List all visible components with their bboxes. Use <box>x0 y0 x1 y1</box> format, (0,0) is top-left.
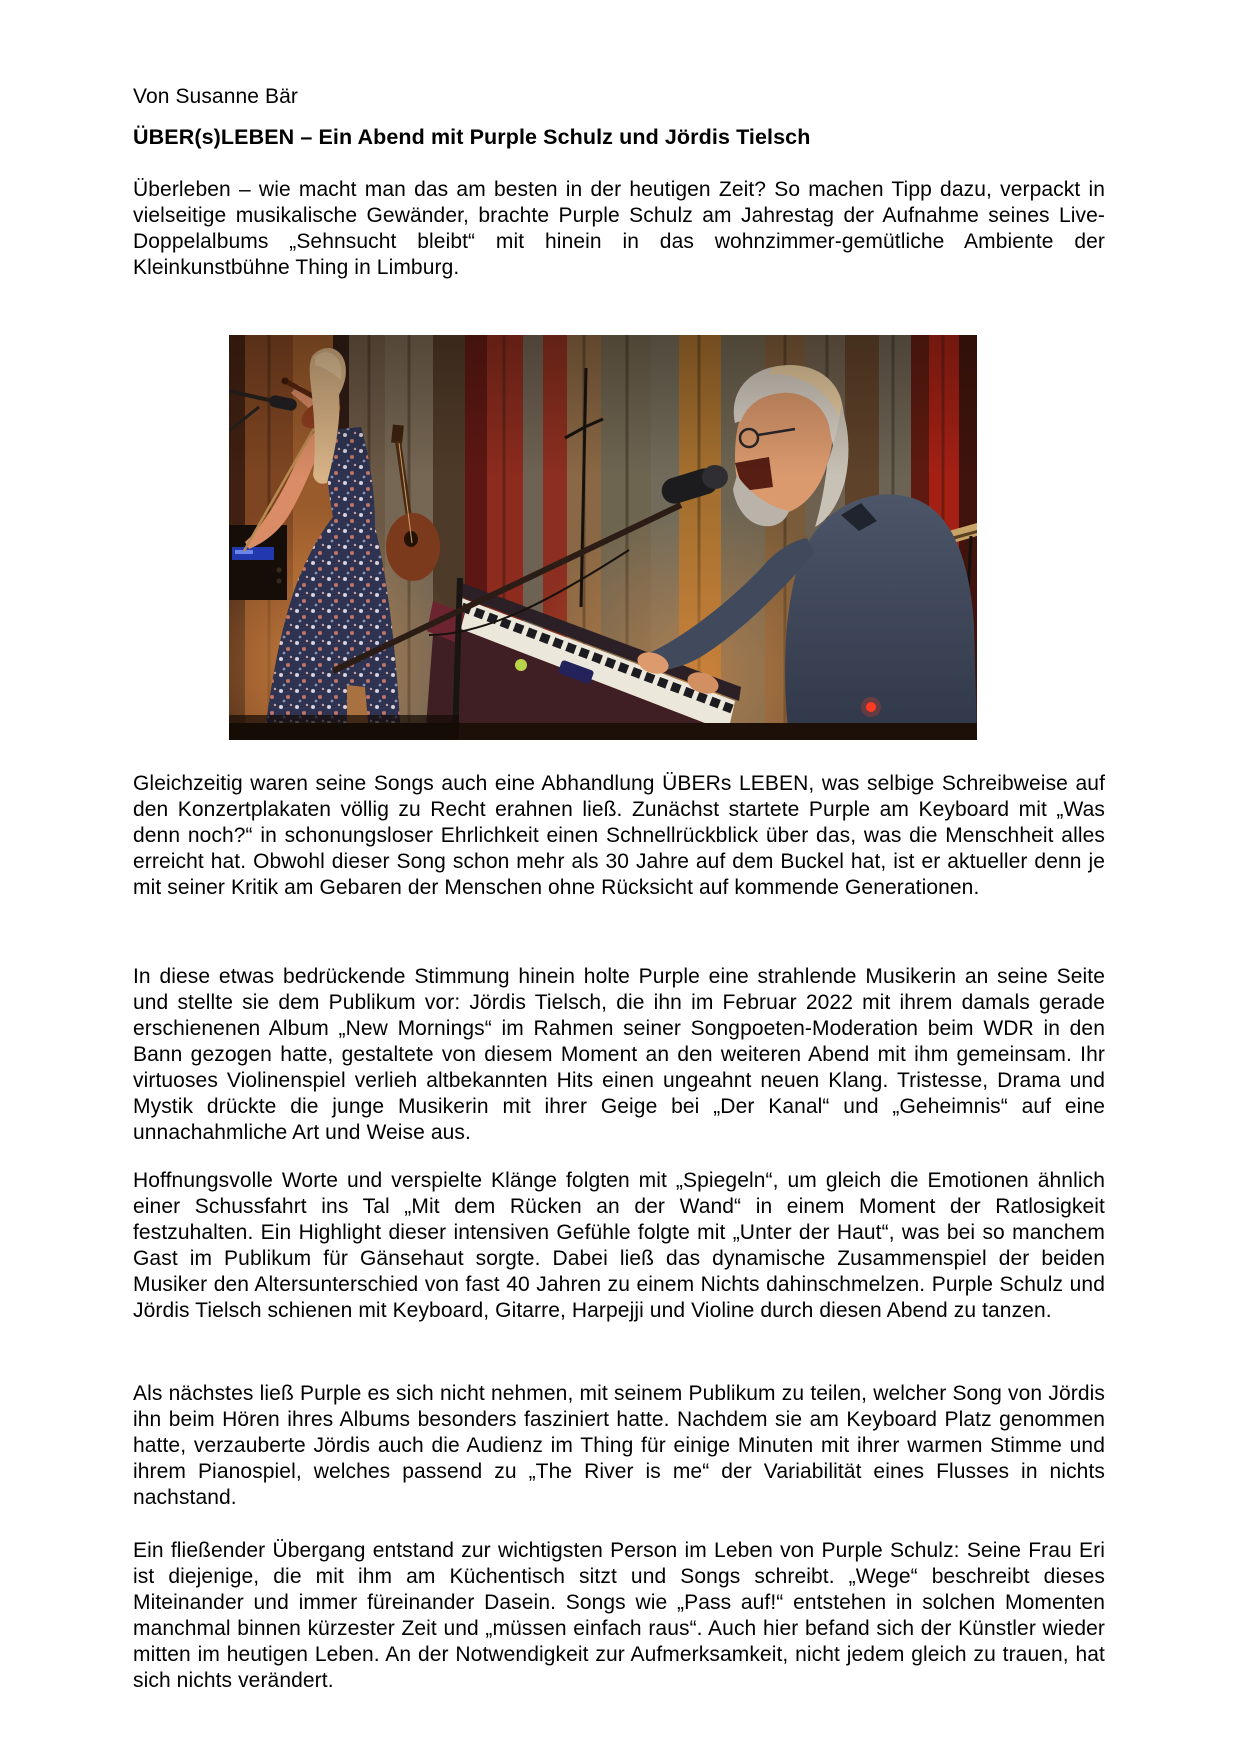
concert-photo <box>229 335 977 740</box>
paragraph-the-river-is-me: Als nächstes ließ Purple es sich nicht nehmen, mit seinem Publikum zu teilen, welcher Song von Jördis ihn beim Hören ihres Albums besonders fasziniert hatte. Nachdem sie am Keyboard Platz genommen hatte, verzauberte Jördis auch die Audienz im Thing für einige Minuten mit ihrer warmen Stimme und ihrem Pianospiel, welches passend zu „The River is me“ der Variabilität eines Flusses in nichts nachstand. <box>133 1382 1105 1509</box>
concert-photo-illustration <box>229 335 977 740</box>
article-title: ÜBER(s)LEBEN – Ein Abend mit Purple Schulz und Jördis Tielsch <box>133 125 811 149</box>
paragraph-spiegeln: Hoffnungsvolle Worte und verspielte Klänge folgten mit „Spiegeln“, um gleich die Emotionen ähnlich einer Schussfahrt ins Tal „Mit dem Rücken an der Wand“ in einem Moment der Ratlosigkeit festzuhalten. Ein Highlight dieser intensiven Gefühle folgte mit „Unter der Haut“, was bei so manchem Gast im Publikum für Gänsehaut sorgte. Dabei ließ das dynamische Zusammenspiel der beiden Musiker den Altersunterschied von fast 40 Jahren zu einem Nichts dahinschmelzen. Purple Schulz und Jördis Tielsch schienen mit Keyboard, Gitarre, Harpejji und Violine durch diesen Abend zu tanzen. <box>133 1169 1105 1322</box>
paragraph-joerdis-vorstellung: In diese etwas bedrückende Stimmung hinein holte Purple eine strahlende Musikerin an seine Seite und stellte sie dem Publikum vor: Jördis Tielsch, die ihn im Februar 2022 mit ihrem damals gerade erschienenen Album „New Mornings“ im Rahmen seiner Songpoeten-Moderation beim WDR in den Bann gezogen hatte, gestaltete von diesem Moment an den weiteren Abend mit ihm gemeinsam. Ihr virtuoses Violinenspiel verlieh altbekannten Hits einen ungeahnt neuen Klang. Tristesse, Drama und Mystik drückte die junge Musikerin mit ihrer Geige bei „Der Kanal“ und „Geheimnis“ auf eine unnachahmliche Art und Weise aus. <box>133 965 1105 1144</box>
paragraph-uebers-leben: Gleichzeitig waren seine Songs auch eine Abhandlung ÜBERs LEBEN, was selbige Schreibweise auf den Konzertplakaten völlig zu Recht erahnen ließ. Zunächst startete Purple am Keyboard mit „Was denn noch?“ in schonungsloser Ehrlichkeit einen Schnellrückblick über das, was die Menschheit alles erreicht hat. Obwohl dieser Song schon mehr als 30 Jahre auf dem Buckel hat, ist er aktueller denn je mit seiner Kritik am Gebaren der Menschen ohne Rücksicht auf kommende Generationen. <box>133 772 1105 899</box>
byline: Von Susanne Bär <box>133 85 298 108</box>
paragraph-intro: Überleben – wie macht man das am besten in der heutigen Zeit? So machen Tipp dazu, verpackt in vielseitige musikalische Gewänder, brachte Purple Schulz am Jahrestag der Aufnahme seines Live-Doppelalbums „Sehnsucht bleibt“ mit hinein in das wohnzimmer-gemütliche Ambiente der Kleinkunstbühne Thing in Limburg. <box>133 178 1105 279</box>
paragraph-frau-eri: Ein fließender Übergang entstand zur wichtigsten Person im Leben von Purple Schulz: Seine Frau Eri ist diejenige, die mit ihm am Küchentisch sitzt und Songs schreibt. „Wege“ beschreibt dieses Miteinander und immer füreinander Dasein. Songs wie „Pass auf!“ entstehen in solchen Momenten manchmal binnen kürzester Zeit und „müssen einfach raus“. Auch hier befand sich der Künstler wieder mitten im heutigen Leben. An der Notwendigkeit zur Aufmerksamkeit, nicht jedem gleich zu trauen, hat sich nichts verändert. <box>133 1539 1105 1692</box>
photo-vignette <box>229 335 977 740</box>
